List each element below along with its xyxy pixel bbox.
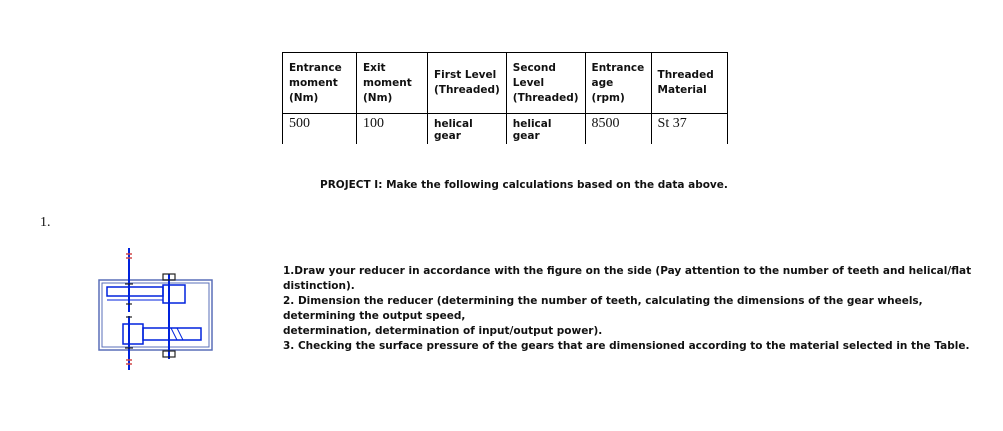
instruction-3: 3. Checking the surface pressure of the gears that are dimensioned according to the material selected in the Table. <box>283 340 970 352</box>
header-entrance-age: Entrance age (rpm) <box>585 53 651 114</box>
value-entrance-moment: 500 <box>283 114 357 145</box>
value-second-level: helical gear <box>506 114 585 145</box>
instruction-2-continued: determination, determination of input/output power). <box>283 325 603 337</box>
instruction-1: 1.Draw your reducer in accordance with the figure on the side (Pay attention to the number of teeth and helical/flat distinction). <box>283 265 972 292</box>
instruction-2: 2. Dimension the reducer (determining the number of teeth, calculating the dimensions of the gear wheels, determining the output speed, <box>283 295 923 322</box>
header-entrance-moment: Entrance moment (Nm) <box>283 53 357 114</box>
table-header-row <box>283 53 728 114</box>
instructions <box>283 264 988 354</box>
header-threaded-material: Threaded Material <box>651 53 727 114</box>
header-exit-moment: Exit moment (Nm) <box>357 53 428 114</box>
header-first-level: First Level (Threaded) <box>428 53 507 114</box>
value-first-level: helical gear <box>428 114 507 145</box>
gear-reducer-schematic-icon <box>93 244 218 378</box>
value-threaded-material: St 37 <box>651 114 727 145</box>
data-table <box>282 52 728 144</box>
project-title: PROJECT I: Make the following calculations based on the data above. <box>320 179 728 191</box>
table-row <box>283 114 728 145</box>
value-exit-moment: 100 <box>357 114 428 145</box>
header-second-level: Second Level (Threaded) <box>506 53 585 114</box>
value-entrance-age: 8500 <box>585 114 651 145</box>
item-number: 1. <box>40 215 51 230</box>
